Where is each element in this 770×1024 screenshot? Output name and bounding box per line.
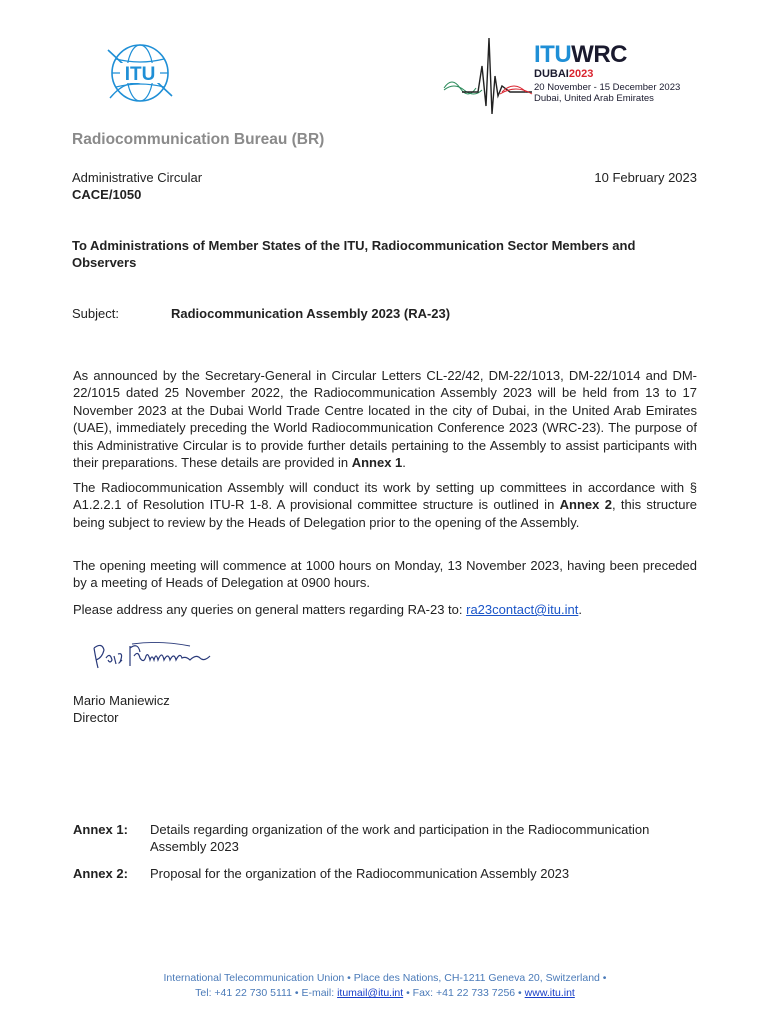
- wrc-brand-itu: ITU: [534, 41, 572, 68]
- subject-label: Subject:: [72, 306, 119, 321]
- signatory-title: Director: [73, 710, 119, 725]
- p1-annex-ref: Annex 1: [351, 455, 403, 471]
- p4-end: .: [578, 602, 582, 617]
- doc-date: 10 February 2023: [594, 170, 697, 185]
- signatory-name: Mario Maniewicz: [73, 693, 170, 708]
- wrc-brand: [534, 42, 627, 68]
- wrc-city: DUBAI: [534, 68, 569, 80]
- bureau-title: Radiocommunication Bureau (BR): [72, 131, 325, 148]
- wrc-location: Dubai, United Arab Emirates: [534, 93, 654, 104]
- signature-image: [90, 638, 215, 674]
- annex-1-text: Details regarding organization of the work and participation in the Radiocommunication Assembly 2023: [150, 822, 650, 854]
- wrc-year: 2023: [568, 68, 594, 80]
- footer-address: International Telecommunication Union • Place des Nations, CH-1211 Geneva 20, Switzerland •: [163, 972, 607, 984]
- footer-contacts: [0, 986, 770, 1001]
- annex-2-text: Proposal for the organization of the Radiocommunication Assembly 2023: [150, 866, 570, 881]
- itu-globe-logo-icon: [105, 40, 175, 106]
- itu-logo-text: ITU: [124, 64, 156, 85]
- footer-email-link[interactable]: itumail@itu.int: [337, 987, 404, 999]
- p2-end: , this structure being subject to review by the Heads of Delegation prior to the opening of the Assembly.: [73, 497, 698, 530]
- recipients: To Administrations of Member States of the ITU, Radiocommunication Sector Members and Observers: [72, 238, 636, 270]
- p4-text: Please address any queries on general matters regarding RA-23 to:: [73, 602, 467, 617]
- p2-annex-ref: Annex 2: [559, 497, 612, 513]
- doc-type: Administrative Circular: [72, 170, 203, 185]
- wrc-logo: [442, 36, 702, 120]
- wrc-waveform-logo-icon: [442, 36, 534, 120]
- contact-email-link[interactable]: ra23contact@itu.int: [466, 602, 579, 617]
- wrc-brand-wrc: WRC: [571, 41, 627, 68]
- wrc-city-year: [534, 68, 593, 81]
- footer-tel: Tel: +41 22 730 5111 • E-mail:: [195, 987, 338, 999]
- doc-ref: CACE/1050: [72, 187, 142, 202]
- itu-logo: [105, 40, 175, 106]
- footer-fax: • Fax: +41 22 733 7256 •: [403, 987, 525, 999]
- body-paragraph-2: [73, 479, 697, 531]
- annex-2-label: Annex 2:: [73, 866, 128, 881]
- body-paragraph-3: The opening meeting will commence at 1000 hours on Monday, 13 November 2023, having been preceded by a meeting of Heads of Delegation at 0900 hours.: [73, 558, 697, 591]
- body-paragraph-4: [73, 601, 697, 618]
- annex-1-label: Annex 1:: [73, 822, 128, 837]
- footer-web-link[interactable]: www.itu.int: [524, 987, 575, 999]
- body-paragraph-1: [73, 367, 697, 471]
- wrc-dates: 20 November - 15 December 2023: [534, 82, 681, 93]
- p1-text: As announced by the Secretary-General in Circular Letters CL-22/42, DM-22/1013, DM-22/1014 and DM-22/1015 dated 25 November 2022, the Radiocommunication Assembly 2023 will be held from 13 to 17 November 2023 at the Dubai World Trade Centre located in the city of Dubai, in the United Arab Emirates (UAE), immediately preceding the World Radiocommunication Conference 2023 (WRC-23). The purpose of this Administrative Circular is to provide further details pertaining to the Assembly to assist participants with their preparations. These details are provided in: [73, 368, 697, 471]
- p2-text: The Radiocommunication Assembly will conduct its work by setting up committees in accordance with § A1.2.2.1 of Resolution ITU-R 1-8. A provisional committee structure is outlined in: [73, 480, 697, 513]
- subject-text: Radiocommunication Assembly 2023 (RA-23): [171, 306, 451, 321]
- handwritten-signature-icon: [90, 638, 215, 674]
- p1-end: .: [402, 455, 406, 471]
